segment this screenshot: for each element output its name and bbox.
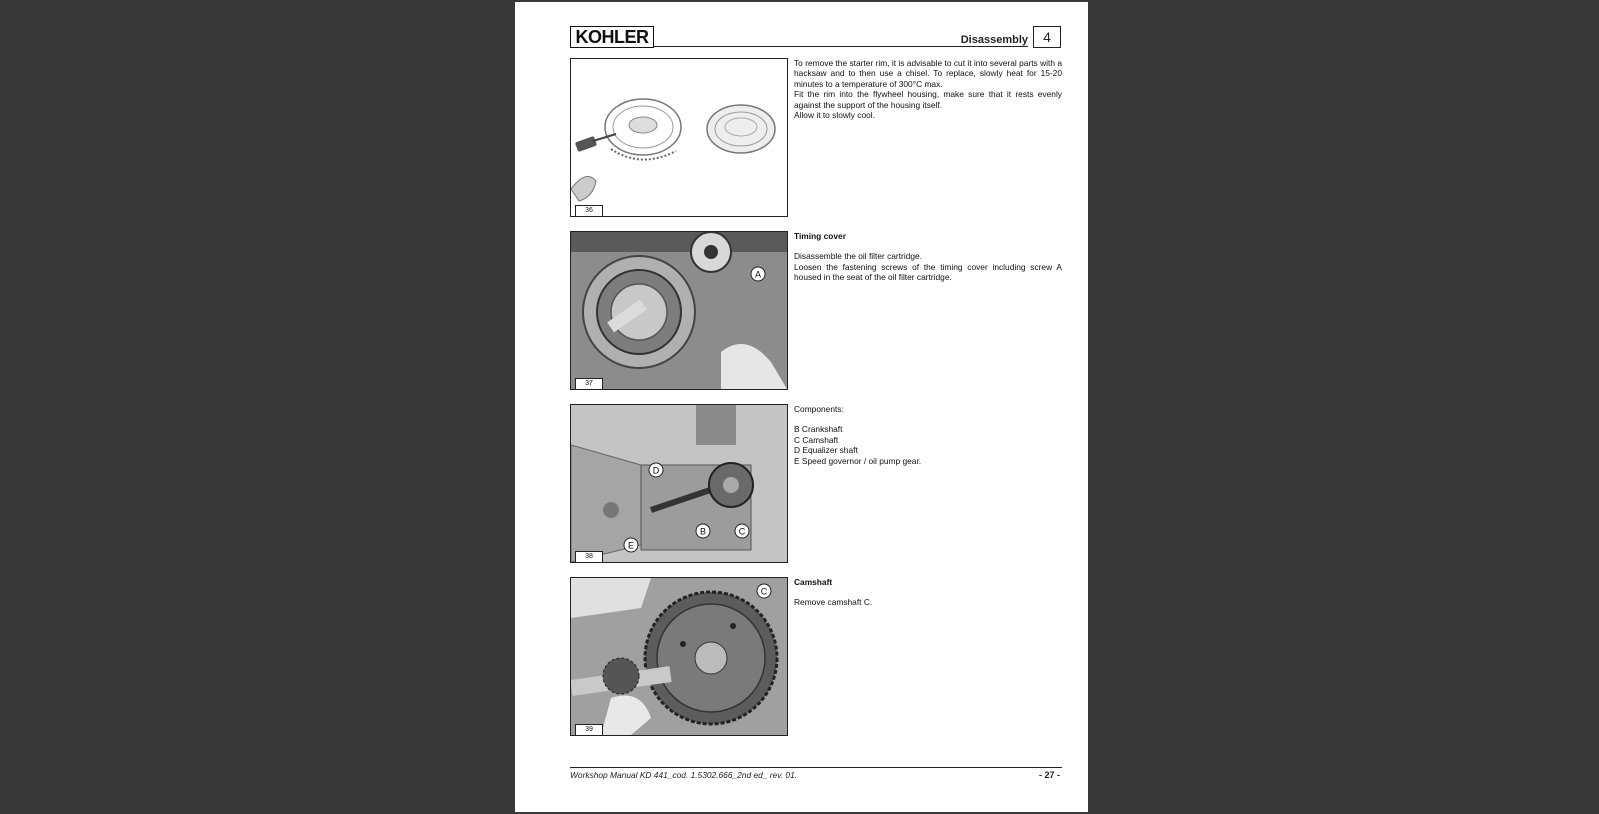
figure-number: 38 — [575, 551, 603, 563]
page-number: - 27 - — [1038, 770, 1060, 780]
camshaft-text — [794, 577, 1062, 608]
component-item: E Speed governor / oil pump gear. — [794, 455, 922, 466]
component-item: D Equalizer shaft — [794, 445, 858, 456]
figure-number: 37 — [575, 378, 603, 390]
figure-number: 36 — [575, 205, 603, 217]
starter-rim-text — [794, 58, 1062, 120]
section-heading: Components: — [794, 404, 844, 414]
paragraph: Loosen the fastening screws of the timing cover including screw A housed in the seat of the oil filter cartridge. — [794, 261, 1062, 283]
callout-c: C — [760, 586, 768, 597]
component-item: C Camshaft — [794, 434, 839, 445]
figure-39 — [570, 577, 788, 736]
callout-b: B — [699, 526, 707, 537]
paragraph: Remove camshaft C. — [794, 597, 873, 608]
components-text — [794, 404, 1062, 466]
camshaft-photo — [571, 578, 787, 735]
manual-page — [515, 2, 1088, 812]
component-item: B Crankshaft — [794, 424, 843, 435]
header-rule — [654, 46, 1028, 47]
timing-cover-photo — [571, 232, 787, 389]
paragraph: Disassemble the oil filter cartridge. — [794, 251, 923, 262]
manual-reference: Workshop Manual KD 441_cod. 1.5302.666_2nd ed_ rev. 01. — [570, 770, 798, 780]
components-photo — [571, 405, 787, 562]
figure-number: 39 — [575, 724, 603, 736]
section-heading: Camshaft — [794, 577, 833, 587]
callout-a: A — [754, 269, 762, 280]
section-title: Disassembly — [960, 34, 1028, 46]
timing-cover-text — [794, 231, 1062, 283]
section-heading: Timing cover — [794, 231, 846, 241]
figure-37 — [570, 231, 788, 390]
starter-rim-illustration — [571, 59, 787, 216]
callout-d: D — [652, 465, 660, 476]
callout-c: C — [738, 526, 746, 537]
paragraph: Fit the rim into the flywheel housing, make sure that it rests evenly against the support of the housing itself. — [794, 89, 1062, 110]
paragraph: Allow it to slowly cool. — [794, 110, 875, 121]
footer-rule — [570, 767, 1062, 768]
chapter-number: 4 — [1033, 26, 1061, 48]
paragraph: To remove the starter rim, it is advisable to cut it into several parts with a hacksaw and to then use a chisel. To replace, slowly heat for 15-20 minutes to a temperature of 300°C max. — [794, 58, 1062, 89]
kohler-logo: KOHLER — [570, 26, 654, 48]
figure-38 — [570, 404, 788, 563]
callout-e: E — [627, 540, 635, 551]
figure-36 — [570, 58, 788, 217]
